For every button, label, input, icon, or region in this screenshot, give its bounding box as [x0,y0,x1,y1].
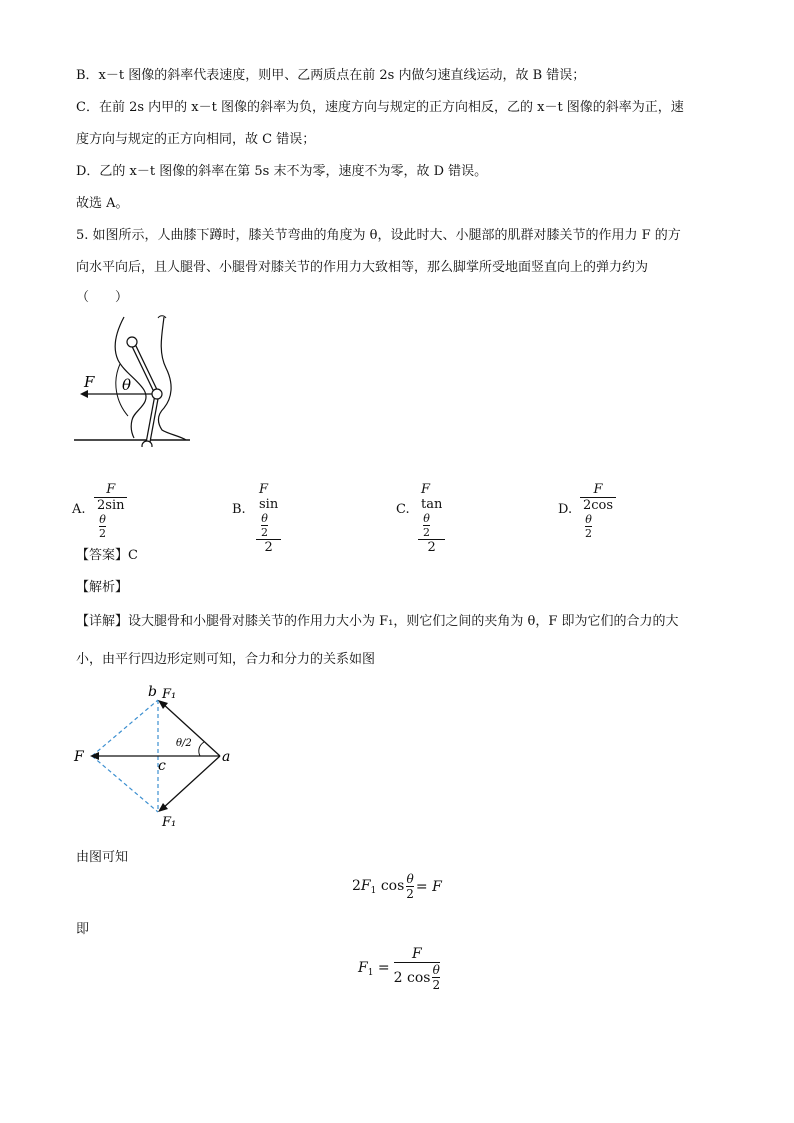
question-5-blank: （ ） [76,290,129,305]
ji-text: 即 [76,922,90,937]
point-a-label: a [222,749,231,765]
solution-line-b: B．x－t 图像的斜率代表速度，则甲、乙两质点在前 2s 内做匀速直线运动，故 B 错误； [76,68,586,83]
force-F1-bottom-label: F₁ [162,815,177,830]
solution-line-c2: 度方向与规定的正方向相同，故 C 错误； [76,132,316,147]
detail-line2: 小，由平行四边形定则可知，合力和分力的关系如图 [76,652,376,667]
force-F1-top-label: F₁ [162,687,177,702]
from-figure-text: 由图可知 [76,850,129,865]
option-d-label: D. [558,502,573,517]
answer-label: 【答案】C [76,548,138,563]
detail-line1: 【详解】设大腿骨和小腿骨对膝关节的作用力大小为 F₁，则它们之间的夹角为 θ，F 即为它们的合力的大 [76,614,679,629]
point-F-label: F [74,749,84,765]
option-a-label: A. [72,502,86,517]
solution-line-c1: C．在前 2s 内甲的 x－t 图像的斜率为负，速度方向与规定的正方向相反，乙的 x－t 图像的斜率为正，速 [76,100,684,115]
solution-line-d: D．乙的 x－t 图像的斜率在第 5s 末不为零，速度不为零，故 D 错误。 [76,164,488,179]
question-5-line1: 5. 如图所示，人曲膝下蹲时，膝关节弯曲的角度为 θ，设此时大、小腿部的肌群对膝关节的作用力 F 的方 [76,228,681,243]
angle-half-theta-label: θ/2 [176,738,192,749]
option-c-label: C. [396,502,410,517]
force-parallelogram-figure [70,682,240,832]
analysis-heading: 【解析】 [76,580,129,595]
question-5-line2: 向水平向后，且人腿骨、小腿骨对膝关节的作用力大致相等，那么脚掌所受地面竖直向上的弹力约为 [76,260,649,275]
point-b-label: b [148,684,157,700]
equation-1: $2F_1$ cos θ 2 = F [352,872,442,901]
force-label-F: F [84,373,95,391]
leg-figure [72,312,202,447]
angle-label-theta: θ [122,376,132,394]
point-c-label: c [158,758,166,774]
option-b-label: B. [232,502,246,517]
equation-2: $F_1$ = F 2 cos θ 2 [358,946,441,992]
solution-conclusion: 故选 A。 [76,196,129,211]
